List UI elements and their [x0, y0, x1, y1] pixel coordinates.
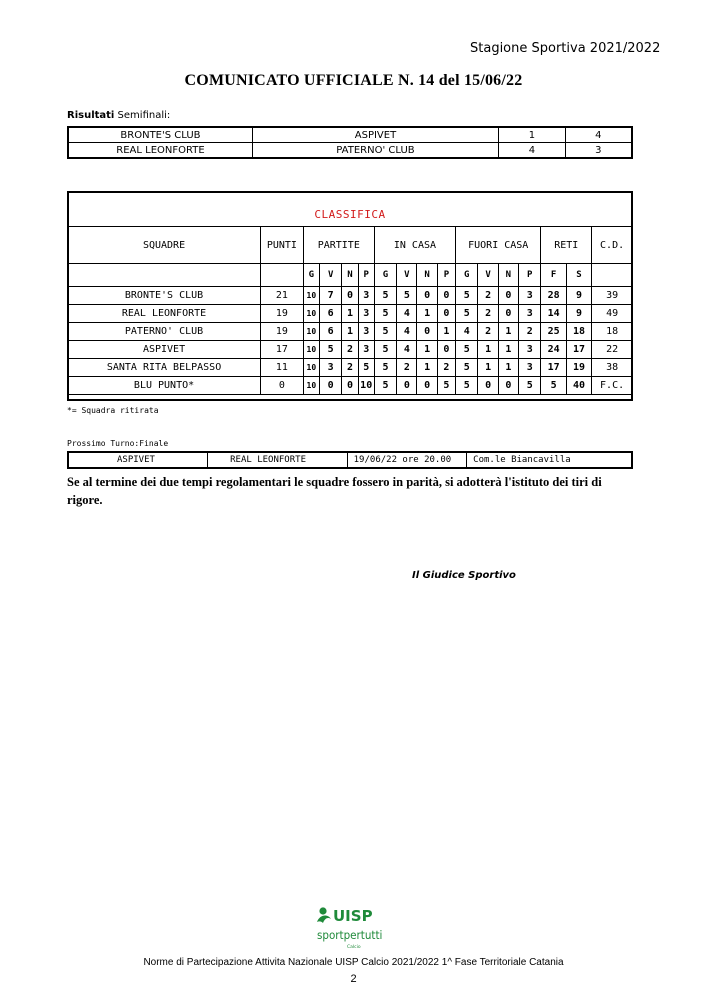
stat-cell: 0 — [437, 287, 455, 305]
page-title: COMUNICATO UFFICIALE N. 14 del 15/06/22 — [184, 72, 523, 89]
subheader-cell: V — [319, 264, 341, 287]
stat-cell: 5 — [374, 359, 396, 377]
stat-cell: 5 — [456, 359, 478, 377]
page-number: 2 — [350, 973, 357, 985]
stat-cell: 17 — [566, 341, 591, 359]
stat-cell: 2 — [478, 323, 498, 341]
stat-cell: 9 — [566, 305, 591, 323]
stat-cell: 2 — [519, 323, 541, 341]
subheader-blank — [68, 264, 261, 287]
subheader-blank — [592, 264, 633, 287]
stat-cell: 25 — [541, 323, 566, 341]
result-row — [68, 127, 632, 143]
standings-row — [68, 305, 633, 323]
stat-cell: 28 — [541, 287, 566, 305]
subheader-cell: V — [397, 264, 417, 287]
team-points: 17 — [261, 341, 304, 359]
standings-row — [68, 323, 633, 341]
stat-cell: 0 — [478, 377, 498, 395]
stat-cell: 3 — [519, 305, 541, 323]
subheader-cell: N — [498, 264, 518, 287]
stat-cell: 4 — [456, 323, 478, 341]
stat-cell: 2 — [342, 341, 358, 359]
stat-cell: 5 — [374, 305, 396, 323]
stat-cell: 2 — [437, 359, 455, 377]
stat-cell: 1 — [342, 305, 358, 323]
stat-cell: 10 — [303, 287, 319, 305]
stat-cell: 14 — [541, 305, 566, 323]
results-caption-rest: Semifinali: — [114, 110, 171, 121]
subheader-cell: G — [456, 264, 478, 287]
result-home-goals: 1 — [499, 127, 566, 143]
stat-cell: 3 — [519, 359, 541, 377]
subheader-cell: S — [566, 264, 591, 287]
team-points: 11 — [261, 359, 304, 377]
subheader-cell: F — [541, 264, 566, 287]
standings-row — [68, 377, 633, 395]
stat-cell: 5 — [437, 377, 455, 395]
stat-cell: 24 — [541, 341, 566, 359]
stat-cell: 3 — [358, 323, 374, 341]
next-venue: Com.le Biancavilla — [467, 452, 632, 468]
subheader-cell: V — [478, 264, 498, 287]
subheader-cell: P — [437, 264, 455, 287]
uisp-figure-icon — [317, 907, 331, 923]
results-table — [67, 126, 633, 159]
stat-cell: 1 — [417, 341, 437, 359]
team-points: 19 — [261, 305, 304, 323]
subheader-cell: P — [519, 264, 541, 287]
stat-cell: 4 — [397, 341, 417, 359]
stat-cell: 0 — [417, 287, 437, 305]
stat-cell: 40 — [566, 377, 591, 395]
team-points: 0 — [261, 377, 304, 395]
stat-cell: 0 — [319, 377, 341, 395]
subheader-cell: P — [358, 264, 374, 287]
team-cd: 39 — [592, 287, 633, 305]
stat-cell: 5 — [358, 359, 374, 377]
stat-cell: 3 — [358, 287, 374, 305]
next-round-table — [67, 451, 633, 469]
stat-cell: 0 — [437, 341, 455, 359]
stat-cell: 10 — [303, 377, 319, 395]
penalty-rule-text: Se al termine dei due tempi regolamentari le squadre fossero in parità, si adotterà l'istituto dei tiri di rigore. — [67, 475, 602, 507]
team-points: 19 — [261, 323, 304, 341]
stat-cell: 19 — [566, 359, 591, 377]
stat-cell: 17 — [541, 359, 566, 377]
stat-cell: 9 — [566, 287, 591, 305]
stat-cell: 1 — [342, 323, 358, 341]
result-away: ASPIVET — [252, 127, 498, 143]
team-name: ASPIVET — [68, 341, 261, 359]
stat-cell: 6 — [319, 323, 341, 341]
stat-cell: 0 — [498, 305, 518, 323]
team-name: BLU PUNTO* — [68, 377, 261, 395]
team-cd: 22 — [592, 341, 633, 359]
stat-cell: 0 — [498, 377, 518, 395]
next-away-team: REAL LEONFORTE — [208, 452, 348, 468]
stat-cell: 10 — [358, 377, 374, 395]
svg-text:sportpertutti: sportpertutti — [317, 928, 383, 942]
stat-cell: 10 — [303, 359, 319, 377]
judge-signature: Il Giudice Sportivo — [412, 570, 516, 581]
stat-cell: 6 — [319, 305, 341, 323]
stat-cell: 5 — [397, 287, 417, 305]
uisp-logo — [313, 903, 395, 951]
footer-text: Norme di Partecipazione Attivita Nazionale UISP Calcio 2021/2022 1^ Fase Territoriale Catania — [143, 957, 564, 968]
team-cd: 49 — [592, 305, 633, 323]
subheader-cell: G — [374, 264, 396, 287]
stat-cell: 0 — [498, 287, 518, 305]
stat-cell: 0 — [342, 287, 358, 305]
stat-cell: 0 — [437, 305, 455, 323]
stat-cell: 5 — [456, 377, 478, 395]
results-caption — [67, 110, 170, 121]
team-name: REAL LEONFORTE — [68, 305, 261, 323]
next-round-caption: Prossimo Turno:Finale — [67, 439, 169, 448]
header-partite: PARTITE — [303, 227, 374, 264]
results-caption-bold: Risultati — [67, 110, 115, 121]
standings-row — [68, 359, 633, 377]
subheader-cell: G — [303, 264, 319, 287]
stat-cell: 5 — [541, 377, 566, 395]
stat-cell: 0 — [417, 377, 437, 395]
stat-cell: 3 — [519, 287, 541, 305]
result-home: REAL LEONFORTE — [68, 143, 252, 159]
stat-cell: 5 — [456, 305, 478, 323]
withdrawn-note: *= Squadra ritirata — [67, 406, 159, 415]
stat-cell: 4 — [397, 305, 417, 323]
subheader-cell: N — [417, 264, 437, 287]
stat-cell: 3 — [519, 341, 541, 359]
stat-cell: 5 — [456, 341, 478, 359]
stat-cell: 1 — [437, 323, 455, 341]
stat-cell: 5 — [456, 287, 478, 305]
standings-row — [68, 287, 633, 305]
team-cd: F.C. — [592, 377, 633, 395]
result-away-goals: 4 — [565, 127, 632, 143]
team-name: PATERNO' CLUB — [68, 323, 261, 341]
next-datetime: 19/06/22 ore 20.00 — [347, 452, 467, 468]
team-points: 21 — [261, 287, 304, 305]
stat-cell: 10 — [303, 305, 319, 323]
header-fuori-casa: FUORI CASA — [456, 227, 541, 264]
stat-cell: 7 — [319, 287, 341, 305]
stat-cell: 1 — [417, 359, 437, 377]
stat-cell: 1 — [498, 323, 518, 341]
stat-cell: 5 — [519, 377, 541, 395]
team-cd: 38 — [592, 359, 633, 377]
stat-cell: 1 — [417, 305, 437, 323]
stat-cell: 5 — [319, 341, 341, 359]
stat-cell: 10 — [303, 341, 319, 359]
stat-cell: 3 — [358, 305, 374, 323]
stat-cell: 1 — [498, 359, 518, 377]
stat-cell: 2 — [478, 305, 498, 323]
stat-cell: 2 — [478, 287, 498, 305]
team-name: BRONTE'S CLUB — [68, 287, 261, 305]
stat-cell: 5 — [374, 341, 396, 359]
stat-cell: 5 — [374, 323, 396, 341]
standings-table — [67, 226, 633, 395]
header-cd: C.D. — [592, 227, 633, 264]
team-cd: 18 — [592, 323, 633, 341]
stat-cell: 3 — [358, 341, 374, 359]
subheader-cell: N — [342, 264, 358, 287]
svg-text:UISP: UISP — [333, 907, 373, 925]
result-away-goals: 3 — [565, 143, 632, 159]
standings-row — [68, 341, 633, 359]
result-home: BRONTE'S CLUB — [68, 127, 252, 143]
season-label: Stagione Sportiva 2021/2022 — [470, 41, 661, 56]
stat-cell: 5 — [374, 377, 396, 395]
stat-cell: 18 — [566, 323, 591, 341]
stat-cell: 2 — [397, 359, 417, 377]
stat-cell: 4 — [397, 323, 417, 341]
stat-cell: 10 — [303, 323, 319, 341]
subheader-blank — [261, 264, 304, 287]
standings-title: CLASSIFICA — [314, 208, 386, 221]
stat-cell: 1 — [478, 359, 498, 377]
stat-cell: 0 — [342, 377, 358, 395]
result-home-goals: 4 — [499, 143, 566, 159]
header-reti: RETI — [541, 227, 592, 264]
stat-cell: 5 — [374, 287, 396, 305]
stat-cell: 0 — [417, 323, 437, 341]
stat-cell: 3 — [319, 359, 341, 377]
result-row — [68, 143, 632, 159]
header-squadre: SQUADRE — [68, 227, 261, 264]
svg-text:Calcio: Calcio — [347, 945, 361, 950]
stat-cell: 2 — [342, 359, 358, 377]
stat-cell: 1 — [478, 341, 498, 359]
stat-cell: 1 — [498, 341, 518, 359]
team-name: SANTA RITA BELPASSO — [68, 359, 261, 377]
result-away: PATERNO' CLUB — [252, 143, 498, 159]
header-in-casa: IN CASA — [374, 227, 455, 264]
stat-cell: 0 — [397, 377, 417, 395]
next-home-team: ASPIVET — [68, 452, 208, 468]
header-punti: PUNTI — [261, 227, 304, 264]
